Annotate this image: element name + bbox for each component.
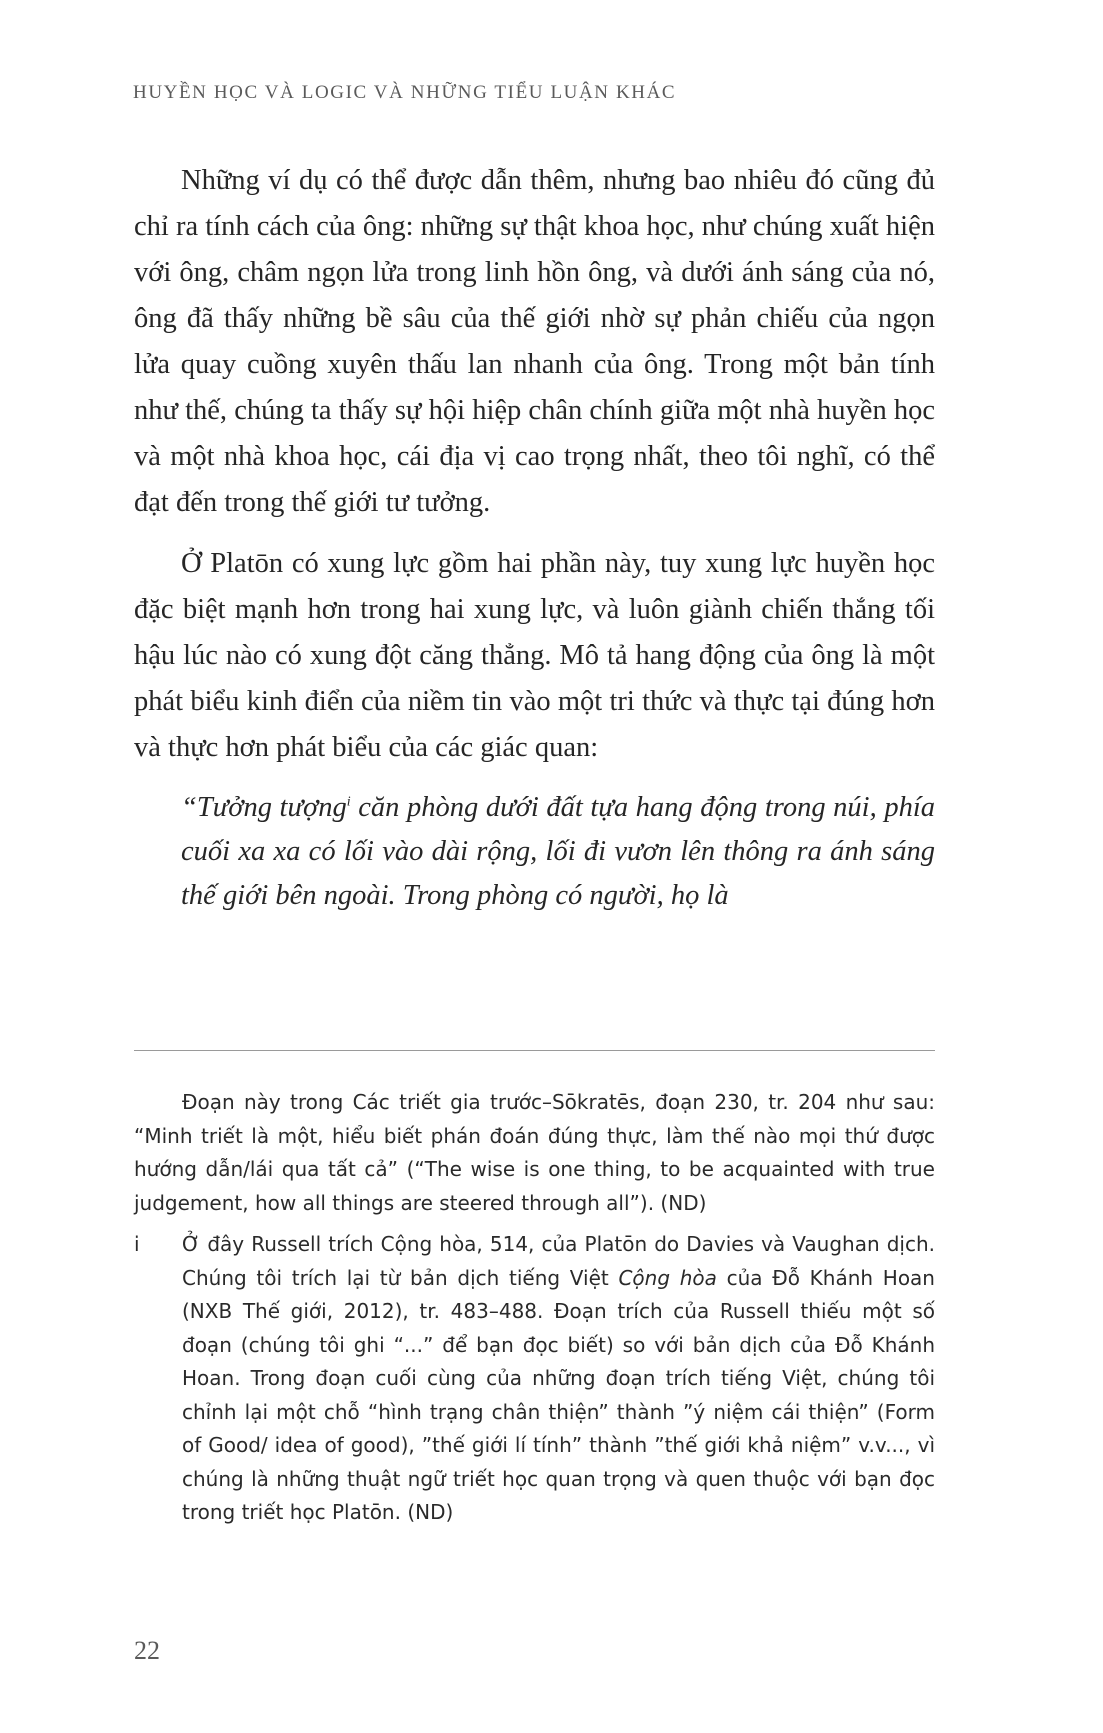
footnote-i-part2: của Đỗ Khánh Hoan (NXB Thế giới, 2012), tr. 483–488. Đoạn trích của Russell thiếu một số đoạn (chúng tôi ghi “...” để bạn đọc biết) so với bản dịch của Đỗ Khánh Hoan. Trong đoạn cuối cùng của những đoạn trích tiếng Việt, chúng tôi chỉnh lại một chỗ “hình trạng chân thiện” thành ”ý niệm cái thiện” (Form of Good/ idea of good), ”thế giới lí tính” thành ”thế giới khả niệm” v.v..., vì chúng là những thuật ngữ triết học quan trọng và quen thuộc với bạn đọc trong triết học Platōn. (ND) <box>182 1265 935 1524</box>
footnotes <box>134 1086 935 1538</box>
footnote-continued <box>134 1086 935 1220</box>
footnote-i-text <box>182 1228 935 1530</box>
footnote-i-italic-title: Cộng hòa <box>618 1265 717 1290</box>
block-quote <box>134 786 935 918</box>
footnote-i <box>134 1228 935 1530</box>
main-text <box>134 158 935 918</box>
paragraph-1: Những ví dụ có thể được dẫn thêm, nhưng bao nhiêu đó cũng đủ chỉ ra tính cách của ông: những sự thật khoa học, như chúng xuất hiện với ông, châm ngọn lửa trong linh hồn ông, và dưới ánh sáng của nó, ông đã thấy những bề sâu của thế giới nhờ sự phản chiếu của ngọn lửa quay cuồng xuyên thấu lan nhanh của ông. Trong một bản tính như thế, chúng ta thấy sự hội hiệp chân chính giữa một nhà huyền học và một nhà khoa học, cái địa vị cao trọng nhất, theo tôi nghĩ, có thể đạt đến trong thế giới tư tưởng. <box>134 165 935 518</box>
page-number: 22 <box>134 1636 160 1665</box>
footnote-marker-i[interactable]: i <box>346 794 351 810</box>
footnote-continued-text: Đoạn này trong Các triết gia trước–Sōkratēs, đoạn 230, tr. 204 như sau: “Minh triết là một, hiểu biết phán đoán đúng thực, làm thế nào mọi thứ được hướng dẫn/lái qua tất cả” (“The wise is one thing, to be acquainted with true judgement, how all things are steered through all”). (ND) <box>134 1090 935 1215</box>
quote-rest: căn phòng dưới đất tựa hang động trong núi, phía cuối xa xa có lối vào dài rộng, lối đi vươn lên thông ra ánh sáng thế giới bên ngoài. Trong phòng có người, họ là <box>181 792 935 911</box>
running-head: HUYỀN HỌC VÀ LOGIC VÀ NHỮNG TIỂU LUẬN KHÁC <box>133 82 677 103</box>
paragraph-2: Ở Platōn có xung lực gồm hai phần này, tuy xung lực huyền học đặc biệt mạnh hơn trong hai xung lực, và luôn giành chiến thắng tối hậu lúc nào có xung đột căng thẳng. Mô tả hang động của ông là một phát biểu kinh điển của niềm tin vào một tri thức và thực tại đúng hơn và thực hơn phát biểu của các giác quan: <box>134 548 935 763</box>
footnote-i-part1: Ở đây Russell trích Cộng hòa, 514, của Platōn do Davies và Vaughan dịch. Chúng tôi trích lại từ bản dịch tiếng Việt <box>182 1232 935 1290</box>
footnote-i-number: i <box>134 1232 140 1256</box>
footnote-divider <box>134 1050 935 1051</box>
quote-start: “Tưởng tượng <box>181 792 347 823</box>
